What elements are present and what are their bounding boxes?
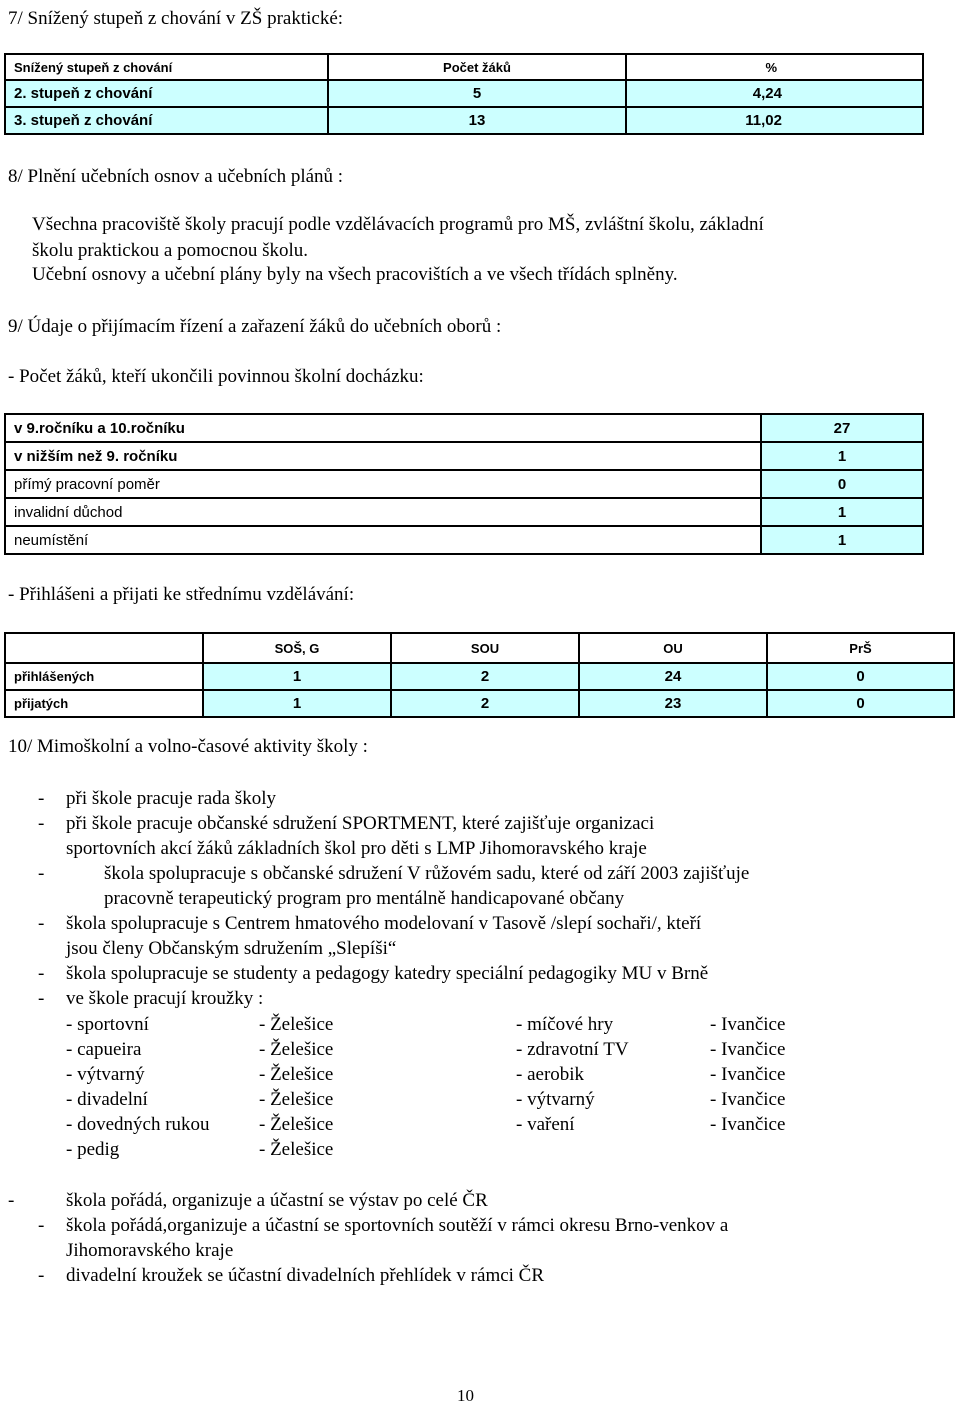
table-row — [5, 107, 923, 134]
section8-title: 8/ Plnění učebních osnov a učebních plánů : — [8, 166, 344, 187]
table-cell: 5 — [328, 80, 626, 107]
table-row — [5, 498, 923, 526]
section8-paragraph-line: školu praktickou a pomocnou školu. — [32, 240, 308, 261]
activity-item: ve škole pracují kroužky : — [66, 988, 264, 1009]
table-cell: 13 — [328, 107, 626, 134]
section9-title: 9/ Údaje o přijímacím řízení a zařazení žáků do učebních oborů : — [8, 316, 502, 337]
section10-title: 10/ Mimoškolní a volno-časové aktivity školy : — [8, 736, 368, 757]
club-name: - divadelní — [66, 1089, 148, 1110]
bullet-dash: - — [38, 788, 45, 809]
table-cell: 4,24 — [626, 80, 923, 107]
table-cell — [5, 633, 203, 663]
bullet-dash: - — [38, 963, 45, 984]
table-header: Snížený stupeň z chování — [5, 54, 328, 80]
table-row — [5, 633, 954, 663]
bullet-dash: - — [38, 813, 45, 834]
bullet-dash: - — [38, 988, 45, 1009]
table-header: % — [626, 54, 923, 80]
activity-item-continued: jsou členy Občanským sdružením „Slepíši“ — [66, 938, 397, 959]
club-name: - pedig — [66, 1139, 120, 1160]
bullet-dash: - — [38, 1215, 45, 1236]
table-row — [5, 690, 954, 717]
table-header: SOU — [391, 633, 579, 663]
table-header: OU — [579, 633, 767, 663]
club-name: - zdravotní TV — [516, 1039, 629, 1060]
club-location: - Želešice — [259, 1014, 334, 1035]
club-name: - capueira — [66, 1039, 142, 1060]
club-name: - aerobik — [516, 1064, 585, 1085]
table-header: SOŠ, G — [203, 633, 391, 663]
admission-table — [4, 632, 955, 718]
table-row — [5, 470, 923, 498]
club-name: - dovedných rukou — [66, 1114, 210, 1135]
table-cell: 11,02 — [626, 107, 923, 134]
section8-paragraph-2: Učební osnovy a učební plány byly na všech pracovištích a ve všech třídách splněny. — [32, 264, 678, 285]
club-name: - míčové hry — [516, 1014, 614, 1035]
table-cell: 1 — [761, 526, 923, 554]
table-cell: 1 — [761, 498, 923, 526]
table-cell: 3. stupeň z chování — [5, 107, 328, 134]
table-cell: 2 — [391, 663, 579, 690]
page-number: 10 — [457, 1386, 474, 1405]
table-cell: přímý pracovní poměr — [5, 470, 761, 498]
club-name: - výtvarný — [516, 1089, 595, 1110]
section9-subtitle-admission: - Přihlášeni a přijati ke střednímu vzdělávání: — [8, 584, 355, 605]
table-cell: v nižším než 9. ročníku — [5, 442, 761, 470]
bullet-dash: - — [38, 863, 45, 884]
activity-item-continued: sportovních akcí žáků základních škol pro děti s LMP Jihomoravského kraje — [66, 838, 647, 859]
table-header: Počet žáků — [328, 54, 626, 80]
section9-subtitle-completion: - Počet žáků, kteří ukončili povinnou školní docházku: — [8, 366, 424, 387]
table-cell: 23 — [579, 690, 767, 717]
club-location: - Želešice — [259, 1064, 334, 1085]
table-cell: 2. stupeň z chování — [5, 80, 328, 107]
club-location: - Želešice — [259, 1114, 334, 1135]
table-cell: 1 — [203, 690, 391, 717]
table-cell: 0 — [761, 470, 923, 498]
completion-table — [4, 413, 924, 555]
table-cell: přijatých — [5, 690, 203, 717]
activity-item: škola pořádá,organizuje a účastní se sportovních soutěží v rámci okresu Brno-venkov a — [66, 1215, 729, 1236]
table-cell: 0 — [767, 663, 954, 690]
table-row — [5, 80, 923, 107]
table-cell: v 9.ročníku a 10.ročníku — [5, 414, 761, 442]
activity-item: škola pořádá, organizuje a účastní se výstav po celé ČR — [66, 1190, 488, 1211]
section8-paragraph-line: Všechna pracoviště školy pracují podle vzdělávacích programů pro MŠ, zvláštní školu, základní — [32, 214, 764, 235]
bullet-dash: - — [8, 1190, 15, 1211]
table-header: PrŠ — [767, 633, 954, 663]
activity-item: při škole pracuje rada školy — [66, 788, 276, 809]
bullet-dash: - — [38, 1265, 45, 1286]
bullet-dash: - — [38, 913, 45, 934]
table-cell: 0 — [767, 690, 954, 717]
activity-item: škola spolupracuje se studenty a pedagogy katedry speciální pedagogiky MU v Brně — [66, 963, 709, 984]
club-location: - Ivančice — [710, 1064, 786, 1085]
activity-item: škola spolupracuje s Centrem hmatového modelovaní v Tasově /slepí sochaři/, kteří — [66, 913, 702, 934]
table-cell: 1 — [761, 442, 923, 470]
table-cell: 1 — [203, 663, 391, 690]
activity-item: při škole pracuje občanské sdružení SPORTMENT, které zajišťuje organizaci — [66, 813, 655, 834]
section7-title: 7/ Snížený stupeň z chování v ZŠ praktické: — [8, 8, 344, 29]
club-location: - Želešice — [259, 1089, 334, 1110]
club-location: - Ivančice — [710, 1114, 786, 1135]
club-location: - Želešice — [259, 1039, 334, 1060]
club-location: - Ivančice — [710, 1039, 786, 1060]
club-location: - Želešice — [259, 1139, 334, 1160]
club-name: - výtvarný — [66, 1064, 145, 1085]
club-location: - Ivančice — [710, 1014, 786, 1035]
table-cell: neumístění — [5, 526, 761, 554]
activity-item: škola spolupracuje s občanské sdružení V růžovém sadu, které od září 2003 zajišťuje — [104, 863, 750, 884]
activity-item-continued: Jihomoravského kraje — [66, 1240, 234, 1261]
activity-item: divadelní kroužek se účastní divadelních přehlídek v rámci ČR — [66, 1265, 545, 1286]
table-row — [5, 442, 923, 470]
activity-item-continued: pracovně terapeutický program pro mentálně handicapované občany — [104, 888, 625, 909]
club-name: - vaření — [516, 1114, 575, 1135]
table-row — [5, 414, 923, 442]
table-row — [5, 663, 954, 690]
table-cell: přihlášených — [5, 663, 203, 690]
behavior-grade-table — [4, 53, 924, 135]
table-cell: 27 — [761, 414, 923, 442]
table-cell: 2 — [391, 690, 579, 717]
table-cell: invalidní důchod — [5, 498, 761, 526]
table-row — [5, 526, 923, 554]
club-name: - sportovní — [66, 1014, 149, 1035]
club-location: - Ivančice — [710, 1089, 786, 1110]
table-cell: 24 — [579, 663, 767, 690]
